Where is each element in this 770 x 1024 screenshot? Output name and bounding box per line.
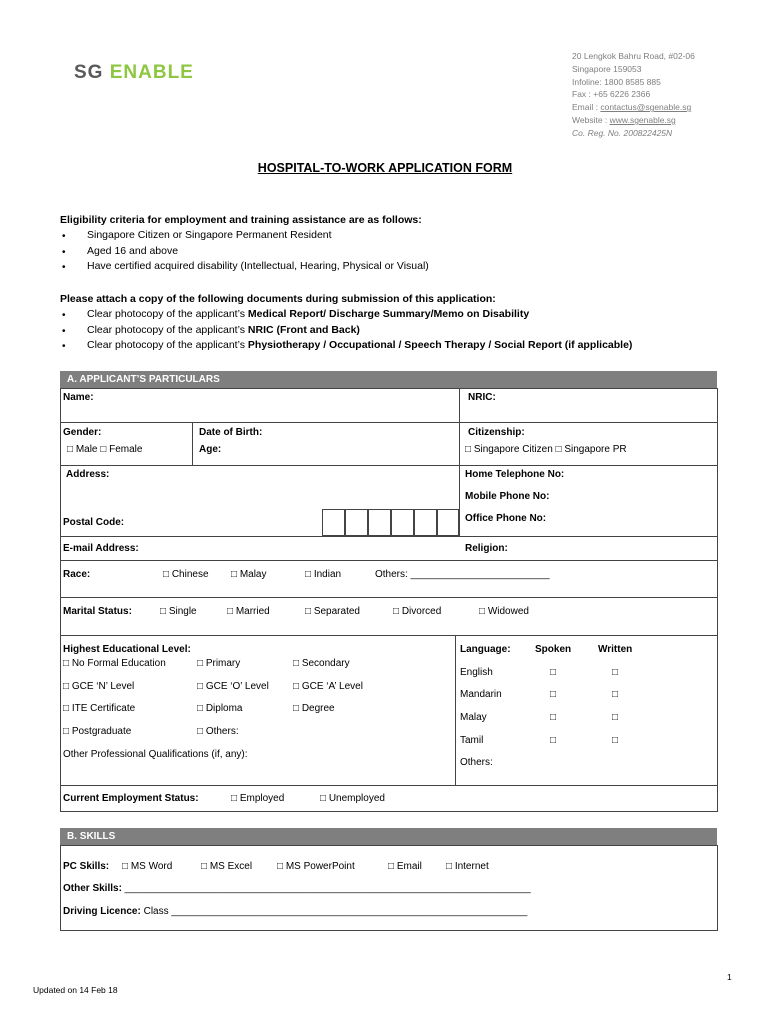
bullet: •: [62, 247, 66, 258]
religion-label: Religion:: [465, 543, 508, 554]
employment-status-label: Current Employment Status:: [63, 793, 199, 804]
section-b-header: B. SKILLS: [60, 828, 717, 845]
dob-label: Date of Birth:: [199, 427, 263, 438]
document-item-text: Clear photocopy of the applicant’s: [87, 339, 248, 351]
documents-heading: Please attach a copy of the following documents during submission of this application:: [60, 293, 496, 305]
tamil-written-checkbox[interactable]: □: [612, 735, 619, 746]
edu-option[interactable]: □ GCE ‘N’ Level: [63, 681, 135, 692]
marital-option-married[interactable]: □ Married: [227, 606, 270, 617]
row-divider: [60, 635, 718, 636]
edu-option[interactable]: □ No Formal Education: [63, 658, 166, 669]
marital-option-widowed[interactable]: □ Widowed: [479, 606, 529, 617]
language-others-label: Others:: [460, 757, 493, 768]
pc-option-ms-excel[interactable]: □ MS Excel: [201, 861, 253, 872]
pc-skills-label: PC Skills:: [63, 861, 110, 872]
english-spoken-checkbox[interactable]: □: [550, 667, 557, 678]
edu-option[interactable]: □ Diploma: [197, 703, 243, 714]
language-mandarin: Mandarin: [460, 689, 502, 700]
document-item-bold: NRIC (Front and Back): [247, 324, 360, 336]
other-skills-line[interactable]: _________________________________________________________________________: [121, 883, 531, 894]
edu-option[interactable]: □ GCE ‘A’ Level: [293, 681, 363, 692]
document-item: [87, 324, 360, 336]
age-label: Age:: [199, 444, 222, 455]
eligibility-item: Have certified acquired disability (Intellectual, Hearing, Physical or Visual): [87, 260, 429, 272]
race-option-indian[interactable]: □ Indian: [305, 569, 342, 580]
pc-option-internet[interactable]: □ Internet: [446, 861, 489, 872]
race-option-others[interactable]: Others: _________________________: [375, 569, 550, 580]
website-line: [572, 114, 695, 127]
postal-code-box[interactable]: [391, 509, 414, 536]
postal-code-box[interactable]: [437, 509, 459, 536]
employment-option-unemployed[interactable]: □ Unemployed: [320, 793, 385, 804]
nric-label: NRIC:: [468, 392, 496, 403]
document-item: [87, 308, 529, 320]
document-item-bold: Physiotherapy / Occupational / Speech Therapy / Social Report (if applicable): [247, 339, 633, 351]
infoline: Infoline: 1800 8585 885: [572, 76, 661, 87]
language-english: English: [460, 667, 493, 678]
document-item-bold: Medical Report/ Discharge Summary/Memo on Disability: [247, 308, 530, 320]
home-telephone-label: Home Telephone No:: [465, 469, 565, 480]
pc-option-email[interactable]: □ Email: [388, 861, 422, 872]
gender-options[interactable]: □ Male □ Female: [67, 444, 143, 455]
spoken-header: Spoken: [535, 644, 572, 655]
edu-option[interactable]: □ Others:: [197, 726, 239, 737]
edu-option[interactable]: □ Degree: [293, 703, 335, 714]
employment-option-employed[interactable]: □ Employed: [231, 793, 285, 804]
edu-option[interactable]: □ Secondary: [293, 658, 350, 669]
eligibility-heading: Eligibility criteria for employment and training assistance are as follows:: [60, 214, 422, 226]
english-written-checkbox[interactable]: □: [612, 667, 619, 678]
organization-info: [572, 50, 695, 140]
sg-enable-logo: [74, 62, 194, 84]
other-skills-label: Other Skills:: [63, 883, 122, 894]
pc-option-ms-powerpoint[interactable]: □ MS PowerPoint: [277, 861, 355, 872]
document-item: [87, 339, 632, 351]
eligibility-item: Singapore Citizen or Singapore Permanent Resident: [87, 229, 332, 241]
race-option-malay[interactable]: □ Malay: [231, 569, 267, 580]
bullet: •: [62, 326, 66, 337]
column-divider: [192, 422, 193, 465]
website-link[interactable]: www.sgenable.sg: [609, 114, 676, 125]
email-label: Email :: [572, 102, 601, 113]
malay-written-checkbox[interactable]: □: [612, 712, 619, 723]
edu-option[interactable]: □ GCE ‘O’ Level: [197, 681, 269, 692]
logo-sg: SG: [74, 62, 104, 83]
section-a-header: A. APPLICANT’S PARTICULARS: [60, 371, 717, 388]
fax: Fax : +65 6226 2366: [572, 89, 651, 100]
row-divider: [60, 560, 718, 561]
race-label: Race:: [63, 569, 91, 580]
written-header: Written: [598, 644, 633, 655]
malay-spoken-checkbox[interactable]: □: [550, 712, 557, 723]
page-number: 1: [727, 972, 732, 982]
driving-licence-label: Driving Licence:: [63, 906, 141, 917]
row-divider: [60, 597, 718, 598]
bullet: •: [62, 310, 66, 321]
form-title: HOSPITAL-TO-WORK APPLICATION FORM: [257, 161, 513, 175]
column-divider: [455, 635, 456, 785]
bullet: •: [62, 341, 66, 352]
document-item-text: Clear photocopy of the applicant’s: [87, 308, 248, 320]
citizenship-options[interactable]: □ Singapore Citizen □ Singapore PR: [465, 444, 627, 455]
other-qualifications-label: Other Professional Qualifications (if, any):: [63, 749, 248, 760]
marital-status-label: Marital Status:: [63, 606, 132, 617]
edu-option[interactable]: □ Postgraduate: [63, 726, 132, 737]
mandarin-written-checkbox[interactable]: □: [612, 689, 619, 700]
company-reg-no: Co. Reg. No. 200822425N: [572, 127, 673, 138]
citizenship-label: Citizenship:: [468, 427, 525, 438]
address-line-1: 20 Lengkok Bahru Road, #02-06: [572, 51, 695, 61]
mandarin-spoken-checkbox[interactable]: □: [550, 689, 557, 700]
bullet: •: [62, 231, 66, 242]
postal-code-box[interactable]: [322, 509, 345, 536]
pc-option-ms-word[interactable]: □ MS Word: [122, 861, 173, 872]
address-line-2: Singapore 159053: [572, 63, 642, 74]
edu-option[interactable]: □ Primary: [197, 658, 241, 669]
education-label: Highest Educational Level:: [63, 644, 191, 655]
row-divider: [60, 536, 718, 537]
driving-licence-line[interactable]: Class ________________________________________________________________: [140, 906, 528, 917]
website-label: Website :: [572, 114, 610, 125]
bullet: •: [62, 262, 66, 273]
name-label: Name:: [63, 392, 94, 403]
marital-option-divorced[interactable]: □ Divorced: [393, 606, 442, 617]
language-label: Language:: [460, 644, 511, 655]
edu-option[interactable]: □ ITE Certificate: [63, 703, 136, 714]
office-phone-label: Office Phone No:: [465, 513, 547, 524]
other-skills-row: [63, 883, 531, 894]
email-address-label: E-mail Address:: [63, 543, 139, 554]
column-divider: [459, 388, 460, 536]
race-option-chinese[interactable]: □ Chinese: [163, 569, 209, 580]
logo-enable: ENABLE: [109, 62, 194, 83]
row-divider: [60, 422, 718, 423]
address-label: Address:: [66, 469, 110, 480]
marital-option-separated[interactable]: □ Separated: [305, 606, 360, 617]
postal-code-label: Postal Code:: [63, 517, 125, 528]
marital-option-single[interactable]: □ Single: [160, 606, 197, 617]
email-line: [572, 101, 695, 114]
eligibility-item: Aged 16 and above: [87, 245, 179, 257]
postal-code-box[interactable]: [368, 509, 391, 536]
language-malay: Malay: [460, 712, 487, 723]
gender-label: Gender:: [63, 427, 102, 438]
tamil-spoken-checkbox[interactable]: □: [550, 735, 557, 746]
mobile-phone-label: Mobile Phone No:: [465, 491, 550, 502]
language-tamil: Tamil: [460, 735, 484, 746]
row-divider: [60, 465, 718, 466]
footer-updated: Updated on 14 Feb 18: [33, 985, 118, 995]
row-divider: [60, 785, 718, 786]
postal-code-box[interactable]: [414, 509, 437, 536]
email-link[interactable]: contactus@sgenable.sg: [600, 102, 692, 113]
document-item-text: Clear photocopy of the applicant’s: [87, 324, 248, 336]
postal-code-box[interactable]: [345, 509, 368, 536]
driving-licence-row: [63, 906, 527, 917]
